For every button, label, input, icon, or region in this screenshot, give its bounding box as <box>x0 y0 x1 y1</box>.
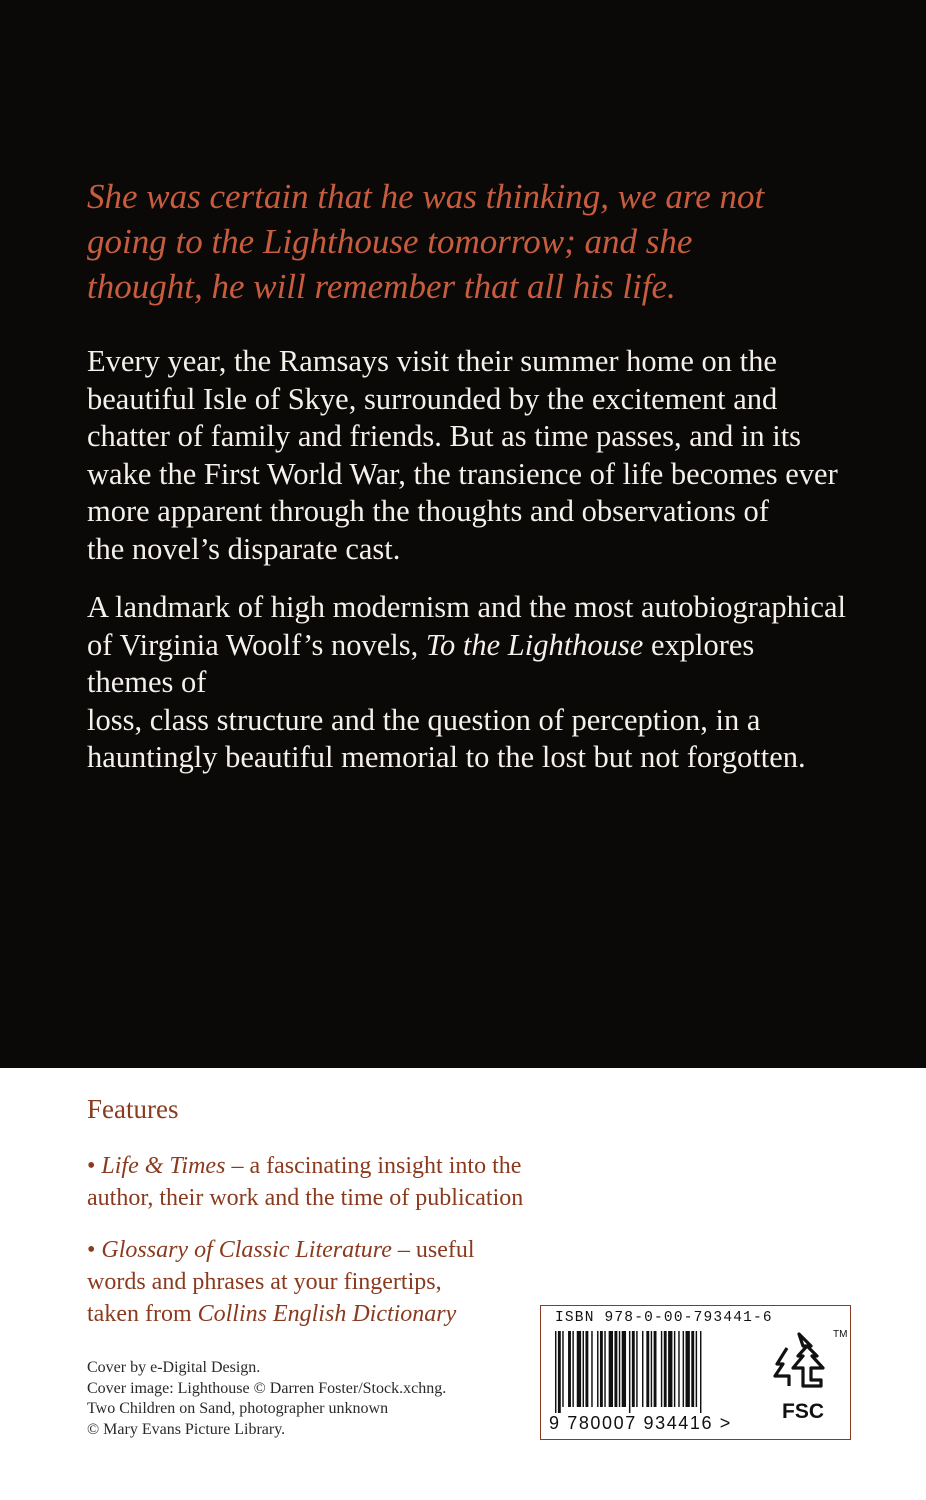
synopsis-line: beautiful Isle of Skye, surrounded by the excitement and <box>87 381 778 416</box>
credit-line: Two Children on Sand, photographer unknown <box>87 1400 389 1418</box>
feature-line <box>87 1298 547 1330</box>
isbn-barcode-panel <box>540 1305 851 1440</box>
barcode-bar <box>632 1331 635 1407</box>
feature-line <box>87 1150 647 1182</box>
acclaim-text: of Virginia Woolf’s novels, <box>87 627 426 662</box>
feature-desc: – a fascinating insight into the <box>225 1153 522 1179</box>
quote-line: going to the Lighthouse tomorrow; and she <box>87 222 693 261</box>
barcode-bar <box>674 1331 675 1407</box>
feature-name: Glossary of Classic Literature <box>101 1237 392 1263</box>
fsc-label: FSC <box>782 1400 824 1423</box>
barcode-bar <box>686 1331 690 1407</box>
barcode-bar <box>691 1331 694 1407</box>
barcode-bar <box>568 1331 571 1407</box>
fsc-tree-icon <box>763 1324 848 1429</box>
fsc-trademark: TM <box>833 1329 848 1340</box>
barcode-bar <box>609 1331 613 1407</box>
barcode-bar <box>604 1331 605 1407</box>
barcode-bar <box>583 1331 584 1407</box>
feature-desc: taken from <box>87 1301 198 1327</box>
barcode-bar <box>651 1331 652 1407</box>
barcode-bar <box>646 1331 649 1407</box>
barcode-bar <box>577 1331 581 1407</box>
dictionary-title: Collins English Dictionary <box>197 1301 457 1327</box>
synopsis-line: wake the First World War, the transience of life becomes ever <box>87 456 838 491</box>
barcode-icon <box>549 1331 749 1413</box>
barcode-bar <box>622 1331 626 1407</box>
barcode-bar <box>668 1331 672 1407</box>
feature-desc: – useful <box>391 1237 475 1263</box>
barcode-bar <box>683 1331 684 1407</box>
credit-line: © Mary Evans Picture Library. <box>87 1420 286 1438</box>
barcode-bar <box>619 1331 620 1407</box>
barcode-bar <box>597 1331 598 1407</box>
barcode-bar <box>636 1331 637 1407</box>
barcode-bar <box>629 1331 630 1413</box>
quote-line: She was certain that he was thinking, we are not <box>87 177 765 216</box>
credit-line: Cover by e-Digital Design. <box>87 1359 261 1376</box>
barcode-bar <box>664 1331 667 1407</box>
barcode-bar <box>614 1331 617 1407</box>
acclaim-line <box>87 627 847 702</box>
cover-credits <box>87 1358 527 1440</box>
barcode-bar <box>558 1331 561 1413</box>
barcode-bar <box>696 1331 697 1407</box>
isbn-number: ISBN 978-0-00-793441-6 <box>555 1310 773 1326</box>
synopsis-line: Every year, the Ramsays visit their summer home on the <box>87 344 777 378</box>
barcode-bar <box>562 1331 563 1407</box>
barcode-bar <box>591 1331 592 1407</box>
pull-quote <box>87 174 847 309</box>
barcode-bar <box>572 1331 573 1407</box>
barcode-bar <box>700 1331 701 1413</box>
barcode-bar <box>555 1331 556 1413</box>
barcode-bar <box>642 1331 643 1407</box>
barcode-bar <box>585 1331 588 1407</box>
feature-line: words and phrases at your fingertips, <box>87 1269 442 1295</box>
feature-item-glossary <box>87 1234 547 1330</box>
quote-line: thought, he will remember that all his life. <box>87 267 676 306</box>
acclaim-line: A landmark of high modernism and the most autobiographical <box>87 590 846 624</box>
acclaim-paragraph <box>87 589 847 777</box>
barcode-bar <box>661 1331 662 1407</box>
synopsis-line: chatter of family and friends. But as time passes, and in its <box>87 419 802 454</box>
feature-name: Life & Times <box>101 1153 226 1179</box>
synopsis-line: more apparent through the thoughts and observations of <box>87 494 769 529</box>
acclaim-line: loss, class structure and the question of perception, in a <box>87 702 761 737</box>
synopsis-line: the novel’s disparate cast. <box>87 531 401 566</box>
fsc-logo <box>763 1324 848 1429</box>
features-heading: Features <box>87 1094 179 1124</box>
book-title: To the Lighthouse <box>425 627 644 662</box>
barcode-digits: 9 780007 934416 > <box>549 1413 732 1433</box>
barcode-bar <box>654 1331 657 1407</box>
barcode-bar <box>600 1331 603 1407</box>
barcode-bar <box>678 1331 679 1407</box>
credit-line: Cover image: Lighthouse © Darren Foster/Stock.xchng. <box>87 1379 447 1397</box>
feature-item-life-and-times <box>87 1150 647 1214</box>
feature-line <box>87 1234 547 1266</box>
acclaim-text: explores themes of <box>87 627 755 700</box>
acclaim-line: hauntingly beautiful memorial to the lost but not forgotten. <box>87 740 806 775</box>
synopsis-paragraph <box>87 343 847 569</box>
bullet: • <box>87 1153 96 1179</box>
bullet: • <box>87 1237 96 1263</box>
feature-line: author, their work and the time of publication <box>87 1185 524 1211</box>
